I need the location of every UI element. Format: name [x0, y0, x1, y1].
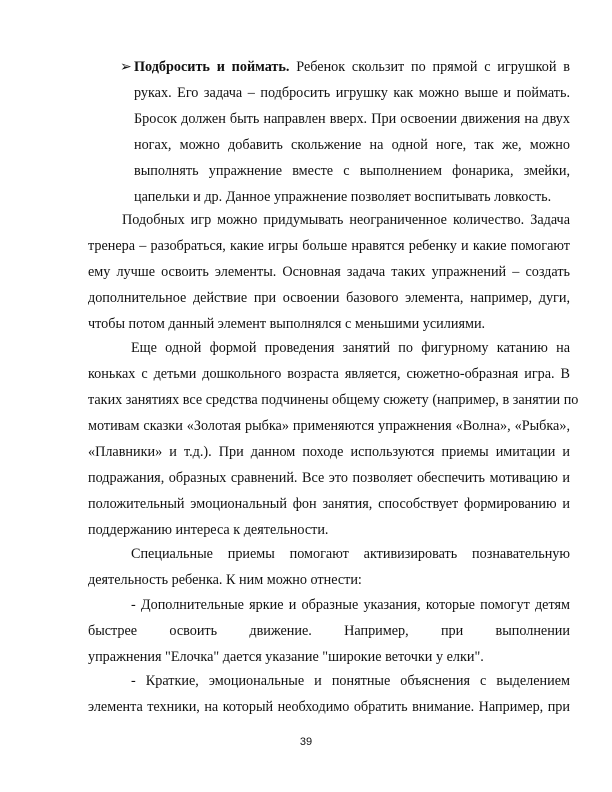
p1-line-2: тренера – разобраться, какие игры больше нравятся ребенку и какие помогают: [88, 238, 570, 254]
bullet-line-4: ногах, можно добавить скольжение на одной ноге, так же, можно: [134, 137, 570, 153]
p3-line-1: Специальные приемы помогают активизировать познавательную: [131, 546, 570, 562]
bullet-line-1: Подбросить и поймать. Ребенок скользит по прямой с игрушкой в: [134, 59, 570, 75]
p1-line-1: Подобных игр можно придумывать неограниченное количество. Задача: [122, 212, 570, 228]
bullet-arrow-icon: ➢: [120, 59, 132, 75]
p2-line-5: «Плавники» и т.д.). При данном походе используются приемы имитации и: [88, 444, 570, 460]
p2-line-1: Еще одной формой проведения занятий по фигурному катанию на: [131, 340, 570, 356]
p1-line-5: чтобы потом данный элемент выполнялся с меньшими усилиями.: [88, 316, 486, 332]
bullet-title: Подбросить и поймать.: [134, 59, 290, 75]
p2-line-2: коньках с детьми дошкольного возраста является, сюжетно-образная игра. В: [88, 366, 570, 382]
p1-line-4: дополнительное действие при освоении базового элемента, например, дуги,: [88, 290, 570, 306]
p5-line-1: - Краткие, эмоциональные и понятные объяснения с выделением: [131, 673, 570, 689]
p5-line-2: элемента техники, на который необходимо обратить внимание. Например, при: [88, 699, 570, 715]
p2-line-3: таких занятиях все средства подчинены общему сюжету (например, в занятии по: [88, 392, 579, 408]
p4-line-1: - Дополнительные яркие и образные указания, которые помогут детям: [131, 597, 570, 613]
p4-line-3: упражнения "Елочка" дается указание "широкие веточки у елки".: [88, 649, 484, 665]
p3-line-2: деятельность ребенка. К ним можно отнести:: [88, 572, 362, 588]
p2-line-6: подражания, образных сравнений. Все это позволяет обеспечить мотивацию и: [88, 470, 570, 486]
bullet-line-3: Бросок должен быть направлен вверх. При освоении движения на двух: [134, 111, 570, 127]
bullet-line-6: цапельки и др. Данное упражнение позволяет воспитывать ловкость.: [134, 189, 552, 205]
p2-line-4: мотивам сказки «Золотая рыбка» применяются упражнения «Волна», «Рыбка»,: [88, 418, 570, 434]
p1-line-3: ему лучше освоить элементы. Основная задача таких упражнений – создать: [88, 264, 570, 280]
page-number: 39: [299, 736, 313, 748]
p4-line-2: быстрее освоить движение. Например, при выполнении: [88, 623, 570, 639]
p2-line-7: положительный эмоциональный фон занятия, способствует формированию и: [88, 496, 570, 512]
p2-line-8: поддержанию интереса к деятельности.: [88, 522, 329, 538]
bullet-line-5: выполнять упражнение вместе с выполнением фонарика, змейки,: [134, 163, 570, 179]
bullet-line-2: руках. Его задача – подбросить игрушку как можно выше и поймать.: [134, 85, 570, 101]
